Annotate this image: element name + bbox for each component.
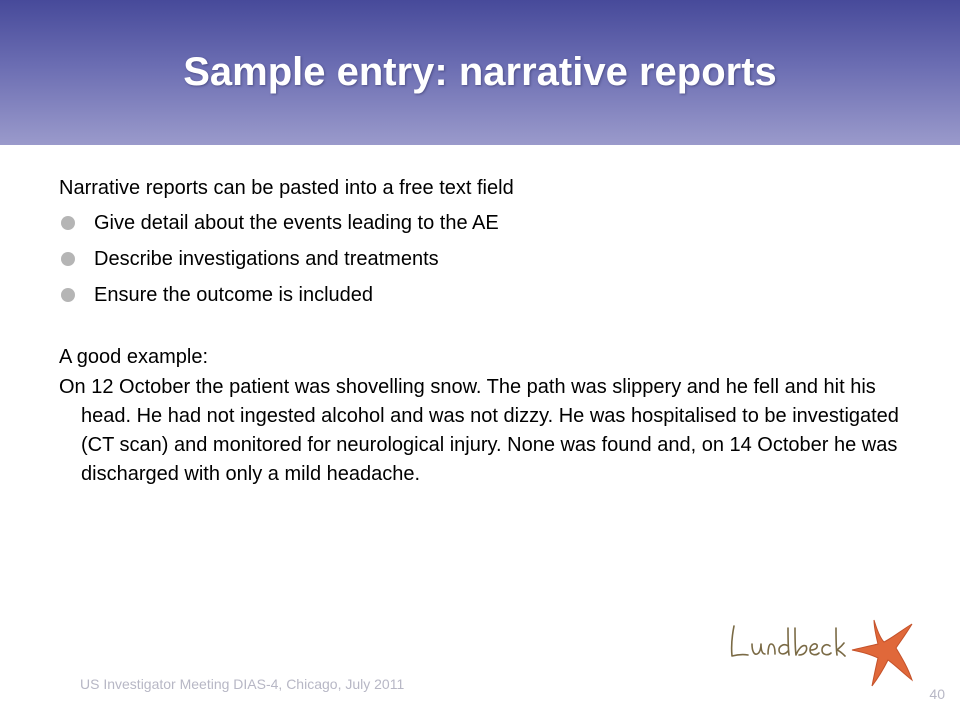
lundbeck-logo xyxy=(722,606,922,696)
example-label: A good example: xyxy=(59,346,208,368)
bullet-item xyxy=(59,209,899,238)
bullet-list xyxy=(59,209,899,310)
starfish-icon xyxy=(852,620,912,686)
lundbeck-wordmark xyxy=(732,626,845,656)
title-banner xyxy=(0,0,960,145)
example-text: On 12 October the patient was shovelling snow. The path was slippery and he fell and hit his head. He had not ingested alcohol and was not dizzy. He was hospitalised to be investigated (CT scan) and monitored for neurological injury. None was found and, on 14 October he was discharged with only a mild headache. xyxy=(59,376,899,485)
bullet-dot-icon xyxy=(61,216,75,230)
bullet-text: Ensure the outcome is included xyxy=(94,284,374,306)
bullet-text: Give detail about the events leading to the AE xyxy=(94,212,499,234)
bullet-item xyxy=(59,245,899,274)
slide-body xyxy=(59,174,899,489)
bullet-text: Describe investigations and treatments xyxy=(94,248,439,270)
bullet-dot-icon xyxy=(61,288,75,302)
page-number: 40 xyxy=(929,686,945,702)
slide-title: Sample entry: narrative reports xyxy=(183,50,777,94)
footer-text: US Investigator Meeting DIAS-4, Chicago, July 2011 xyxy=(80,676,405,692)
bullet-dot-icon xyxy=(61,252,75,266)
bullet-item xyxy=(59,281,899,310)
intro-text: Narrative reports can be pasted into a free text field xyxy=(59,177,514,199)
